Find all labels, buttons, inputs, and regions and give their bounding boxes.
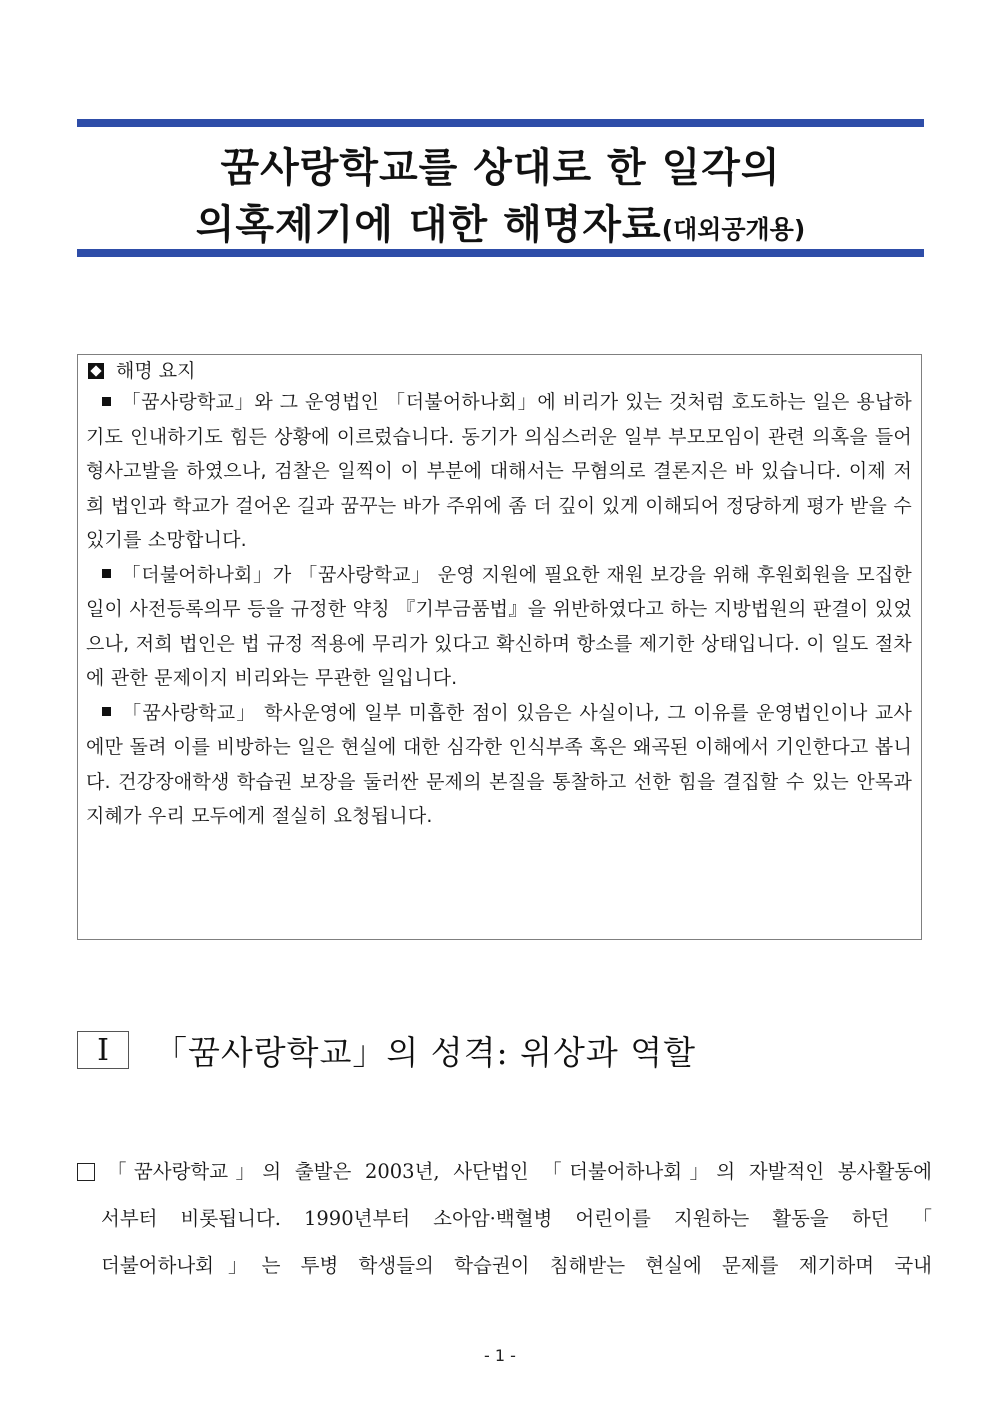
body-line-text: 더불어하나회」는 투병 학생들의 학습권이 침해받는 현실에 문제를 제기하며 국내 bbox=[101, 1254, 932, 1277]
page-number: - 1 - bbox=[484, 1346, 516, 1365]
summary-paragraph-2 bbox=[86, 558, 912, 696]
section-number-box: Ⅰ bbox=[77, 1031, 129, 1069]
body-line bbox=[77, 1148, 932, 1195]
body-line bbox=[77, 1195, 932, 1242]
summary-box bbox=[77, 354, 922, 940]
title-bottom-rule bbox=[77, 249, 924, 257]
section-body-paragraph bbox=[77, 1148, 932, 1289]
title-top-rule bbox=[77, 119, 924, 127]
document-title-suffix: (대외공개용) bbox=[661, 215, 806, 244]
body-line bbox=[77, 1242, 932, 1289]
summary-paragraph-1 bbox=[86, 385, 912, 558]
document-title-line-2 bbox=[77, 193, 924, 250]
checkbox-bullet-icon bbox=[77, 1163, 95, 1181]
square-bullet-icon bbox=[102, 397, 111, 406]
document-title-line-1: 꿈사랑학교를 상대로 한 일각의 bbox=[220, 145, 781, 191]
document-title-main: 의혹제기에 대한 해명자료 bbox=[195, 202, 662, 248]
body-line-text: 「꿈사랑학교」의 출발은 2003년, 사단법인 「더불어하나회」의 자발적인 봉사활동에 bbox=[107, 1160, 932, 1183]
body-line-text: 서부터 비롯됩니다. 1990년부터 소아암·백혈병 어린이를 지원하는 활동을 하던 「 bbox=[101, 1207, 932, 1230]
square-bullet-icon bbox=[102, 569, 111, 578]
section-heading bbox=[77, 1030, 696, 1070]
section-title: 「꿈사랑학교」의 성격: 위상과 역할 bbox=[154, 1032, 697, 1072]
summary-heading-label: 해명 요지 bbox=[116, 360, 196, 382]
diamond-bullet-icon bbox=[88, 363, 104, 379]
summary-paragraph-3 bbox=[86, 696, 912, 834]
summary-paragraph-text: 「더불어하나회」가 「꿈사랑학교」 운영 지원에 필요한 재원 보강을 위해 후원회원을 모집한 일이 사전등록의무 등을 규정한 약칭 『기부금품법』을 위반하였다고 하는 지방법원의 판결이 있었으나, 저희 법인은 법 규정 적용에 무리가 있다고 확신하며 항소를 제기한 상태입니다. 이 일도 절차에 관한 문제이지 비리와는 무관한 일입니다. bbox=[86, 563, 912, 689]
summary-heading bbox=[86, 357, 912, 385]
summary-paragraph-text: 「꿈사랑학교」 학사운영에 일부 미흡한 점이 있음은 사실이나, 그 이유를 운영법인이나 교사에만 돌려 이를 비방하는 일은 현실에 대한 심각한 인식부족 혹은 왜곡된 이해에서 기인한다고 봅니다. 건강장애학생 학습권 보장을 둘러싼 문제의 본질을 통찰하고 선한 힘을 결집할 수 있는 안목과 지혜가 우리 모두에게 절실히 요청됩니다. bbox=[86, 701, 912, 827]
summary-paragraph-text: 「꿈사랑학교」와 그 운영법인 「더불어하나회」에 비리가 있는 것처럼 호도하는 일은 용납하기도 인내하기도 힘든 상황에 이르렀습니다. 동기가 의심스러운 일부 부모모임이 관련 의혹을 들어 형사고발을 하였으나, 검찰은 일찍이 이 부분에 대해서는 무혐의로 결론지은 바 있습니다. 이제 저희 법인과 학교가 걸어온 길과 꿈꾸는 바가 주위에 좀 더 깊이 있게 이해되어 정당하게 평가 받을 수 있기를 소망합니다. bbox=[86, 391, 912, 551]
square-bullet-icon bbox=[102, 707, 111, 716]
